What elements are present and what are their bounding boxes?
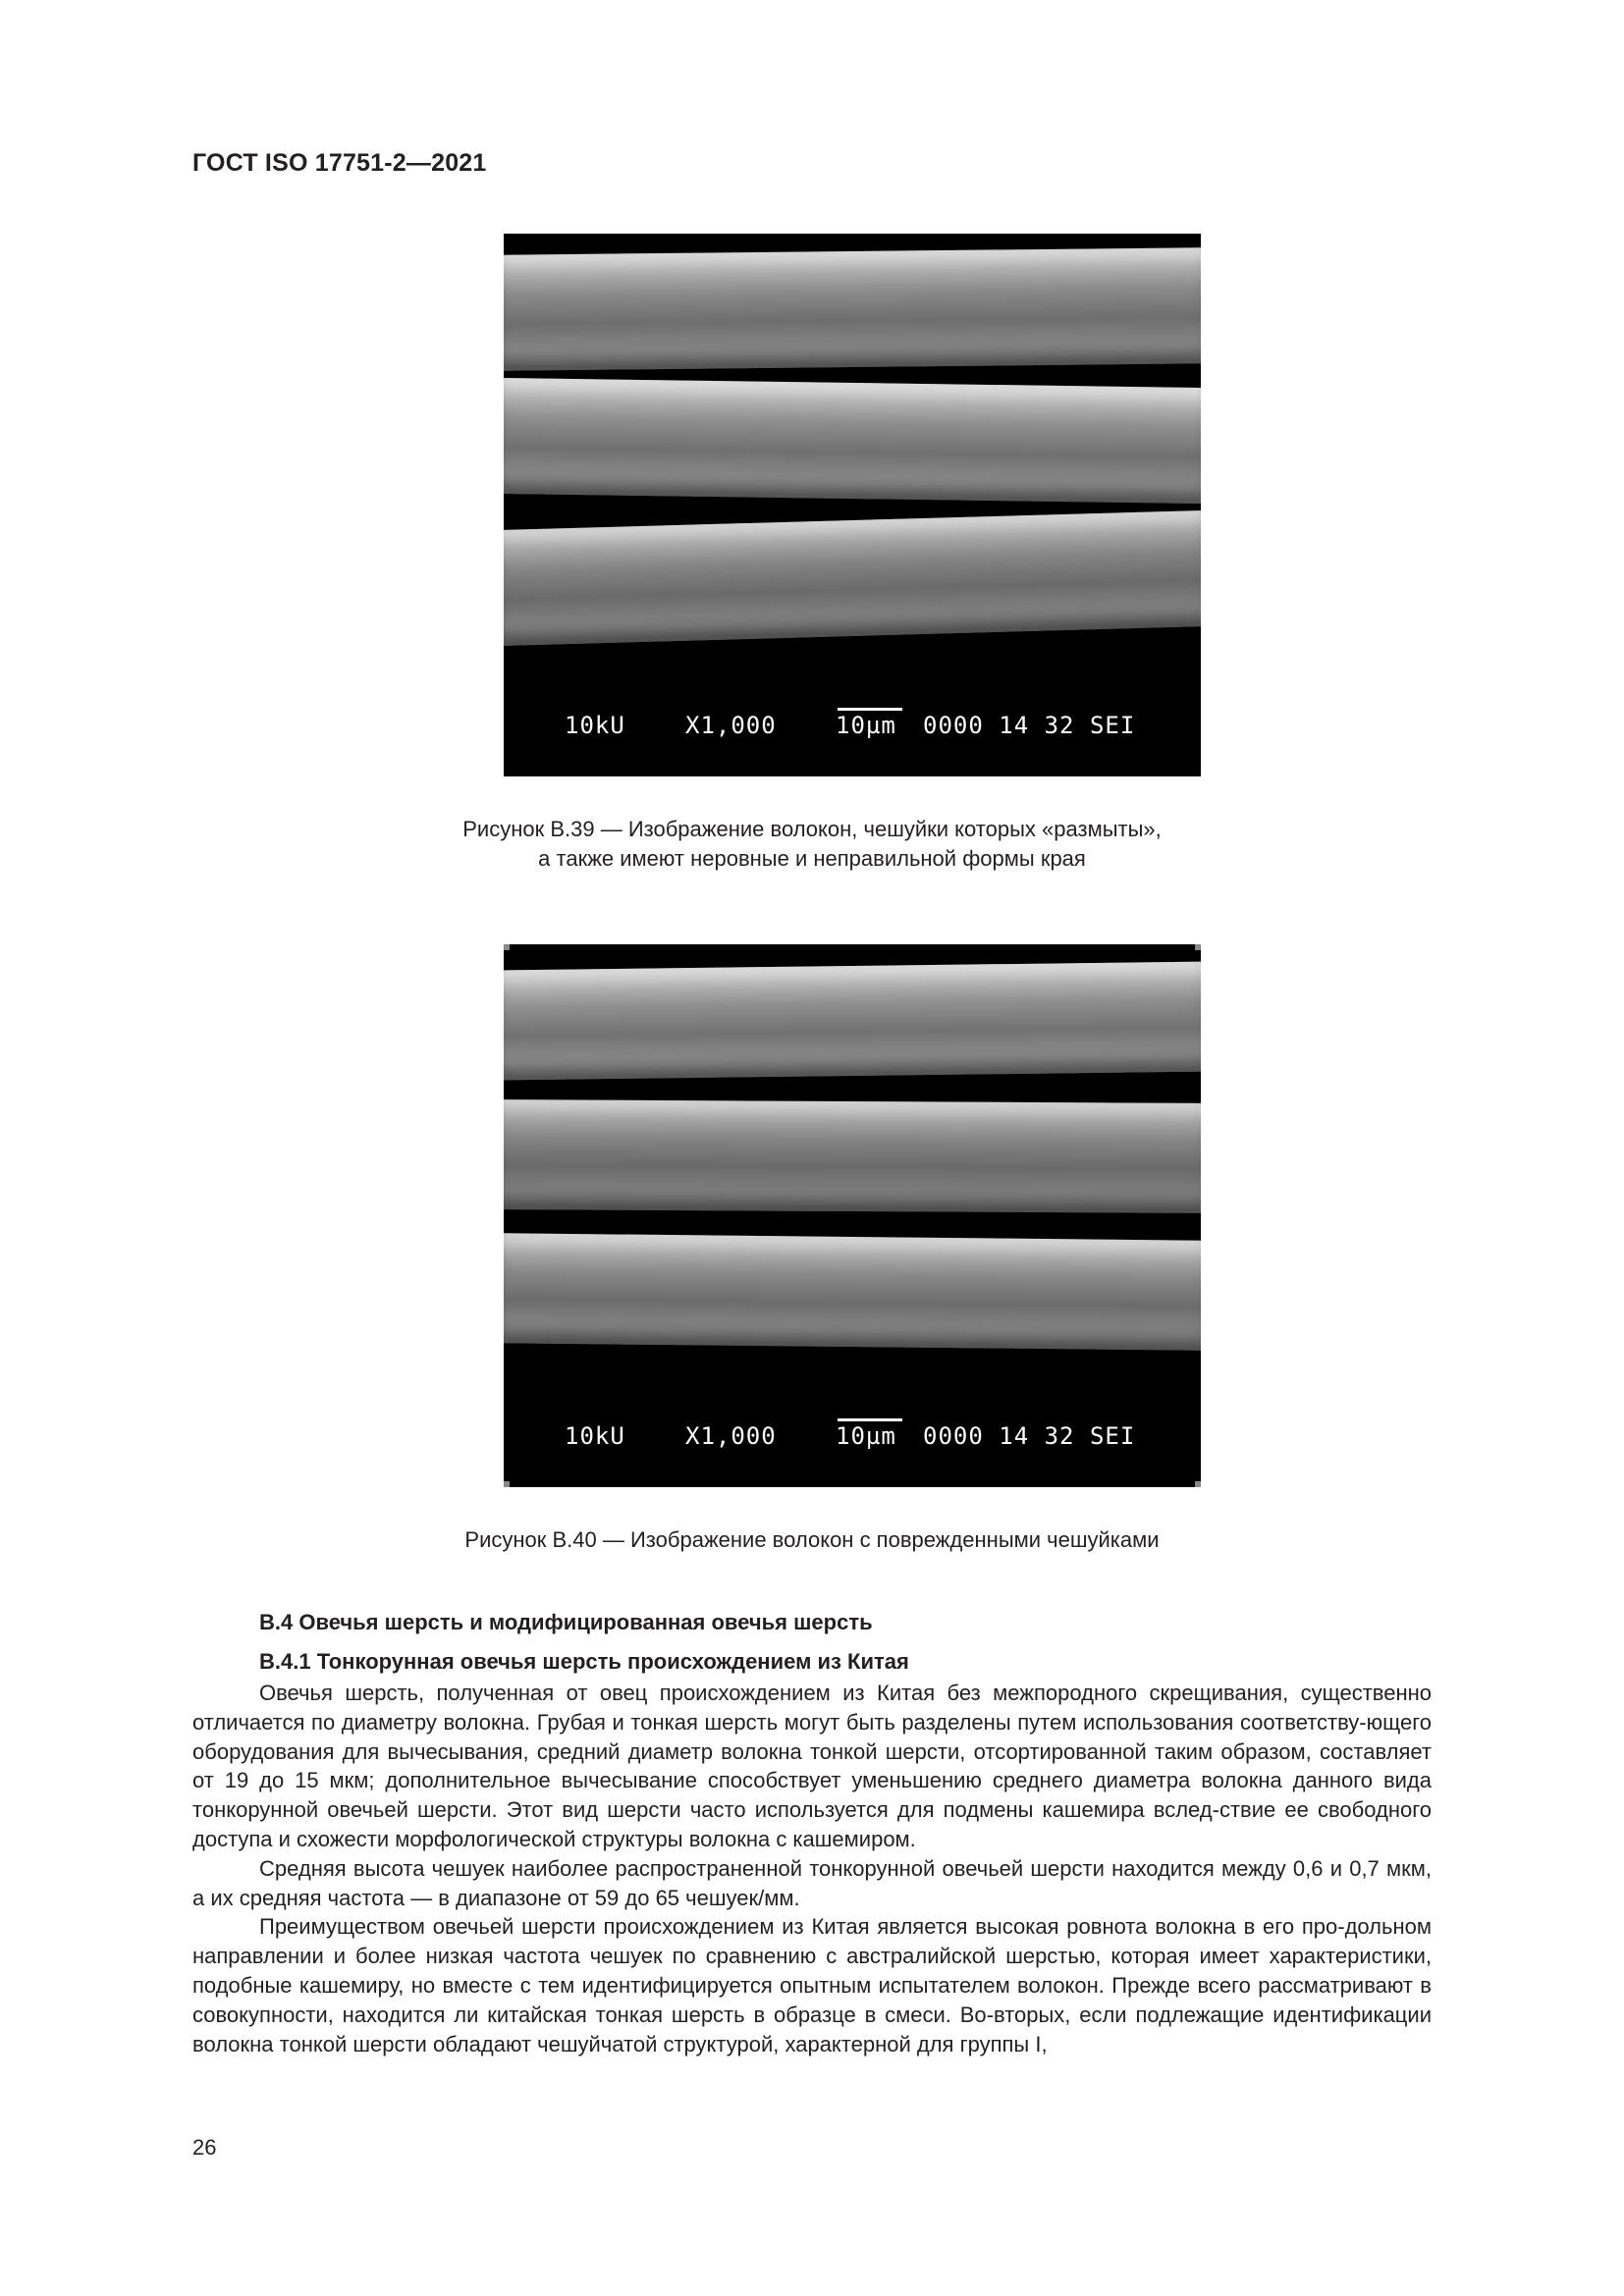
paragraph: Преимуществом овечьей шерсти происхождением из Китая является высокая ровнота волокна в его про-дольном направлении и более низкая частота чешуек по сравнению с австралийской шерстью, которая имеет характеристики, подобные кашемиру, но вместе с тем идентифицируется опытным испытателем волокон. Прежде всего рассматривают в совокупности, находится ли китайская тонкая шерсть в образце в смеси. Во-вторых, если подлежащие идентификации волокна тонкой шерсти обладают чешуйчатой структурой, характерной для группы I, [192, 1914, 1432, 2056]
paragraph: Средняя высота чешуек наиболее распространенной тонкорунной овечьей шерсти находится между 0,6 и 0,7 мкм, а их средняя частота — в диапазоне от 59 до 65 чешуек/мм. [192, 1855, 1432, 1910]
sem-magnification: X1,000 [685, 1422, 777, 1450]
corner-marker [1195, 944, 1201, 950]
fiber-strand [504, 247, 1201, 371]
page-number: 26 [192, 2135, 217, 2160]
scale-bar [838, 1418, 902, 1421]
section-heading: В.4 Овечья шерсть и модифицированная овечья шерсть [259, 1610, 873, 1634]
paragraph: Овечья шерсть, полученная от овец происхождением из Китая без межпородного скрещивания, существенно отличается по диаметру волокна. Грубая и тонкая шерсть могут быть разделены путем использования соответству-ющего оборудования для вычесывания, средний диаметр волокна тонкой шерсти, отсортированной таким образом, составляет от 19 до 15 мкм; дополнительное вычесывание способствует уменьшению среднего диаметра волокна данного вида тонкорунной овечьей шерсти. Этот вид шерсти часто используется для подмены кашемира вслед-ствие ее свободного доступа и схожести морфологической структуры волокна с кашемиром. [192, 1681, 1432, 1851]
sem-code: 0000 14 32 SEI [923, 1422, 1136, 1450]
sem-micrograph-b39 [504, 234, 1201, 776]
corner-marker [504, 944, 510, 950]
caption-line: Рисунок В.40 — Изображение волокон с поврежденными чешуйками [464, 1527, 1160, 1552]
figure-caption-b39 [0, 815, 1624, 874]
fiber-strand [504, 962, 1201, 1081]
sem-code: 0000 14 32 SEI [923, 712, 1136, 739]
sem-micrograph-b40 [504, 944, 1201, 1487]
caption-line: Рисунок В.39 — Изображение волокон, чешуйки которых «размыты», [462, 817, 1162, 841]
caption-line: а также имеют неровные и неправильной формы края [538, 846, 1086, 871]
fiber-strand [504, 1099, 1201, 1213]
sem-voltage: 10kU [565, 1422, 625, 1450]
corner-marker [1195, 1481, 1201, 1487]
sem-info-bar [504, 708, 1201, 747]
sem-voltage: 10kU [565, 712, 625, 739]
figure-caption-b40 [0, 1525, 1624, 1555]
document-header: ГОСТ ISO 17751-2—2021 [192, 149, 487, 177]
fiber-strand [504, 378, 1201, 504]
sem-info-bar [504, 1418, 1201, 1458]
fiber-strand [504, 510, 1201, 646]
subsection-heading: В.4.1 Тонкорунная овечья шерсть происхождением из Китая [259, 1649, 909, 1674]
sem-scale: 10µm [836, 712, 896, 739]
fiber-strand [504, 1233, 1201, 1351]
sem-magnification: X1,000 [685, 712, 777, 739]
scale-bar [838, 708, 902, 711]
sem-scale: 10µm [836, 1422, 896, 1450]
body-text [192, 1679, 1432, 2058]
corner-marker [504, 1481, 510, 1487]
